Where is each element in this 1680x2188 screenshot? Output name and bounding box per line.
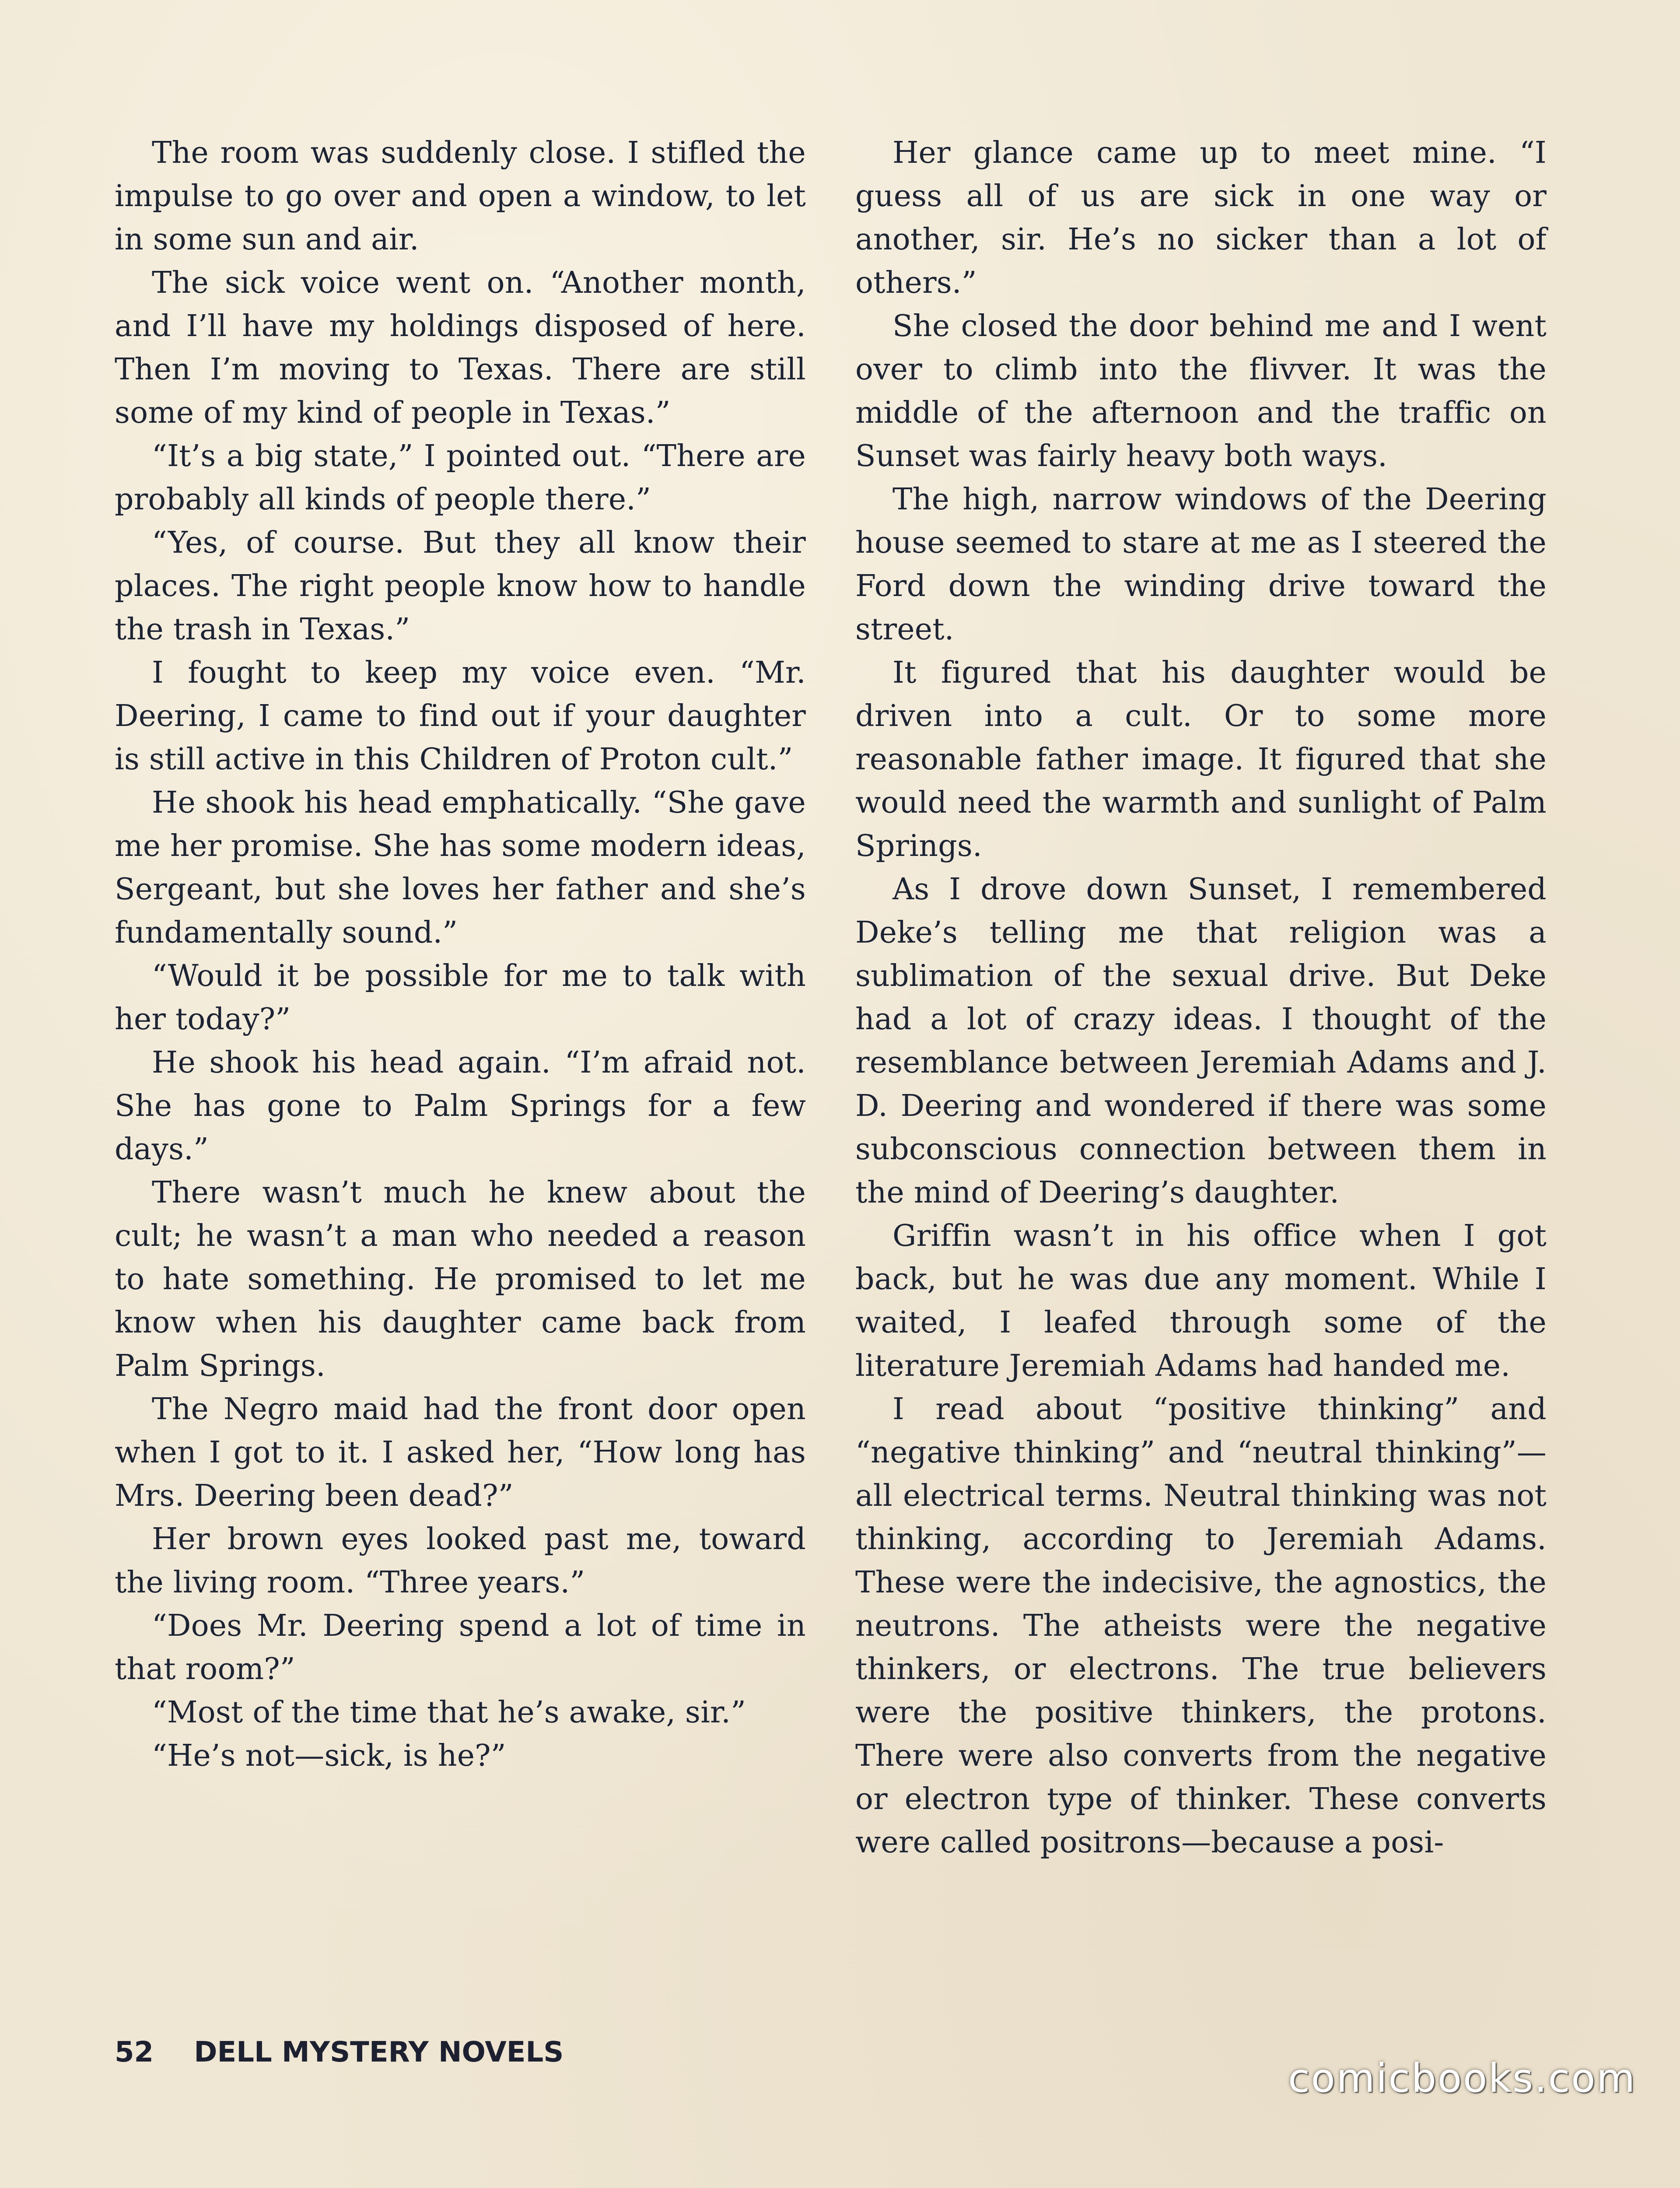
paragraph: He shook his head again. “I’m afraid not. She has gone to Palm Springs for a few days.” [115,1045,806,1167]
magazine-title: DELL MYSTERY NOVELS [194,2036,564,2069]
page-number: 52 [115,2036,154,2069]
paragraph: As I drove down Sunset, I remembered Deke’s telling me that religion was a sublimation of the sexual drive. But Deke had a lot of crazy ideas. I thought of the resemblance between Jeremiah Adams and J. D. Deering and wondered if there was some subconscious connection between them in the mind of Deering’s daughter. [855,872,1547,1210]
paragraph: The Negro maid had the front door open when I got to it. I asked her, “How long has Mrs. Deering been dead?” [115,1392,806,1513]
paragraph: Her glance came up to meet mine. “I guess all of us are sick in one way or another, sir. He’s no sicker than a lot of others.” [855,136,1547,300]
right-text-column [855,131,1547,1864]
paragraph: Her brown eyes looked past me, toward the living room. “Three years.” [115,1522,806,1600]
paragraph: The room was suddenly close. I stifled the impulse to go over and open a window, to let in some sun and air. [115,136,806,257]
left-text-column [115,131,806,1778]
paragraph: “Would it be possible for me to talk with her today?” [115,959,806,1037]
paragraph: He shook his head emphatically. “She gave me her promise. She has some modern ideas, Sergeant, but she loves her father and she’s fundamentally sound.” [115,785,806,950]
paragraph: “Yes, of course. But they all know their places. The right people know how to handle the trash in Texas.” [115,526,806,647]
paragraph: I read about “positive thinking” and “negative thinking” and “neutral thinking”—all electrical terms. Neutral thinking was not thinking, according to Jeremiah Adams. These were the indecisive, the agnostics, the neutrons. The atheists were the negative thinkers, or electrons. The true believers were the positive thinkers, the protons. There were also converts from the negative or electron type of thinker. These converts were called positrons—because a posi- [855,1392,1547,1860]
paragraph: “Most of the time that he’s awake, sir.” [152,1695,746,1730]
paragraph: “He’s not—sick, is he?” [152,1739,506,1773]
paragraph: There wasn’t much he knew about the cult; he wasn’t a man who needed a reason to hate something. He promised to let me know when his daughter came back from Palm Springs. [115,1175,806,1383]
paragraph: “It’s a big state,” I pointed out. “There are probably all kinds of people there.” [115,439,806,517]
paragraph: “Does Mr. Deering spend a lot of time in that room?” [115,1609,806,1687]
site-watermark: comicbooks.com [1288,2055,1636,2101]
page-footer [115,2035,564,2070]
paragraph: I fought to keep my voice even. “Mr. Deering, I came to find out if your daughter is still active in this Children of Proton cult.” [115,656,806,777]
paragraph: It figured that his daughter would be driven into a cult. Or to some more reasonable father image. It figured that she would need the warmth and sunlight of Palm Springs. [855,656,1547,863]
paragraph: The sick voice went on. “Another month, and I’ll have my holdings disposed of here. Then I’m moving to Texas. There are still some of my kind of people in Texas.” [115,266,806,430]
paragraph: She closed the door behind me and I went over to climb into the flivver. It was the middle of the afternoon and the traffic on Sunset was fairly heavy both ways. [855,309,1547,473]
paragraph: The high, narrow windows of the Deering house seemed to stare at me as I steered the Ford down the winding drive toward the street. [855,482,1547,647]
paragraph: Griffin wasn’t in his office when I got back, but he was due any moment. While I waited, I leafed through some of the literature Jeremiah Adams had handed me. [855,1219,1547,1383]
